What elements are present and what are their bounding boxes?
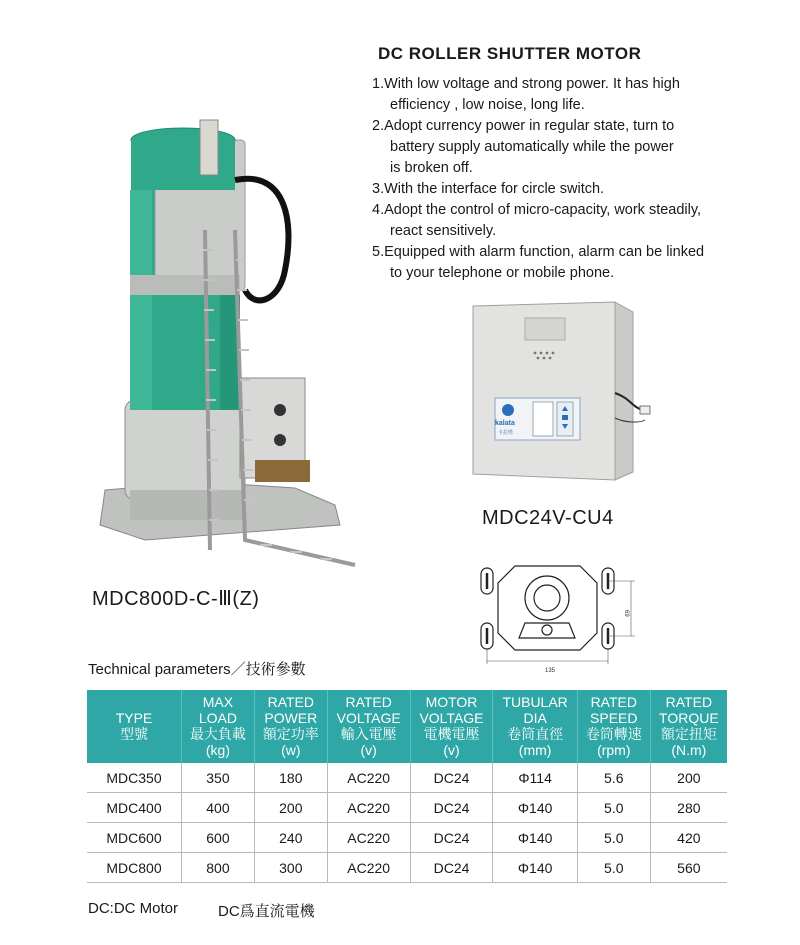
column-header-line: RATED [267, 694, 315, 710]
table-cell: Φ140 [493, 853, 577, 883]
column-header [87, 690, 182, 763]
table-caption: Technical parameters／技術參數 [88, 661, 306, 678]
column-header-line: TORQUE [659, 710, 719, 726]
table-cell: AC220 [327, 763, 410, 793]
table-cell: 5.0 [577, 793, 650, 823]
column-header [254, 690, 327, 763]
table-row [87, 763, 727, 793]
feature-item [372, 74, 782, 116]
footnote-cn: DC爲直流電機 [218, 903, 315, 920]
table-cell: 300 [254, 853, 327, 883]
column-header [182, 690, 255, 763]
column-header-line: (N.m) [671, 742, 707, 758]
feature-line: 2.Adopt currency power in regular state, turn to [372, 118, 675, 134]
column-header-line: RATED [665, 694, 713, 710]
feature-list [372, 74, 782, 284]
table-cell: DC24 [410, 853, 493, 883]
feature-item [372, 242, 782, 284]
table-cell: 350 [182, 763, 255, 793]
table-cell: 200 [254, 793, 327, 823]
column-header [493, 690, 577, 763]
column-header-line: POWER [264, 710, 318, 726]
table-cell: MDC350 [87, 763, 182, 793]
controller-photo [465, 298, 655, 493]
column-header-line: RATED [590, 694, 637, 710]
table-cell: AC220 [327, 823, 410, 853]
feature-item [372, 200, 782, 242]
column-header-line: TUBULAR [502, 694, 568, 710]
table-cell: Φ140 [493, 793, 577, 823]
table-row [87, 823, 727, 853]
table-cell: Φ140 [493, 823, 577, 853]
motor-photo [85, 110, 375, 580]
column-header-line: MAX [202, 694, 234, 710]
column-header-line: MOTOR [425, 694, 478, 710]
table-cell: 5.0 [577, 823, 650, 853]
column-header-line: (v) [443, 742, 460, 758]
table-cell: DC24 [410, 823, 493, 853]
feature-line-continued: is broken off. [390, 160, 473, 176]
table-row [87, 853, 727, 883]
feature-line: 3.With the interface for circle switch. [372, 181, 605, 197]
table-cell: 400 [182, 793, 255, 823]
dim-width-label: 135 [545, 668, 556, 674]
column-header-line: 型號 [120, 726, 148, 742]
feature-line-continued: to your telephone or mobile phone. [390, 265, 615, 281]
column-header-line: VOLTAGE [336, 710, 401, 726]
column-header-line: RATED [345, 694, 392, 710]
column-header-line: 輸入電壓 [340, 726, 397, 742]
column-header-line: 額定扭矩 [660, 726, 717, 742]
column-header [410, 690, 493, 763]
feature-line-continued: react sensitively. [390, 223, 497, 239]
table-cell: 180 [254, 763, 327, 793]
feature-item [372, 116, 782, 179]
table-cell: 600 [182, 823, 255, 853]
column-header-line: DIA [523, 710, 547, 726]
table-cell: MDC600 [87, 823, 182, 853]
dim-height-label: 69 [623, 610, 629, 617]
motor-model-label: MDC800D-C-Ⅲ(Z) [92, 588, 260, 610]
table-cell: MDC400 [87, 793, 182, 823]
dimension-drawing [475, 548, 645, 678]
controller-brand: kalata [495, 420, 515, 427]
page-title: DC ROLLER SHUTTER MOTOR [378, 44, 642, 63]
table-cell: Φ114 [493, 763, 577, 793]
footnote-en: DC:DC Motor [88, 900, 179, 917]
table-cell: MDC800 [87, 853, 182, 883]
table-cell: 420 [650, 823, 727, 853]
column-header [577, 690, 650, 763]
table-cell: 5.0 [577, 853, 650, 883]
column-header-line: SPEED [590, 710, 638, 726]
column-header-line: (v) [360, 742, 377, 758]
table-cell: AC220 [327, 793, 410, 823]
table-cell: DC24 [410, 763, 493, 793]
controller-model-label: MDC24V-CU4 [482, 507, 614, 529]
column-header-line: 卷筒轉速 [585, 726, 642, 742]
column-header-line: 最大負載 [189, 726, 246, 742]
table-cell: 240 [254, 823, 327, 853]
controller-brand-cn: 卡拉塔 [498, 430, 514, 436]
table-cell: AC220 [327, 853, 410, 883]
feature-item [372, 179, 782, 200]
table-cell: 280 [650, 793, 727, 823]
column-header-line: 電機電壓 [423, 726, 480, 742]
column-header-line: 額定功率 [262, 726, 319, 742]
table-cell: 200 [650, 763, 727, 793]
column-header-line: VOLTAGE [419, 710, 484, 726]
feature-line: 5.Equipped with alarm function, alarm can be linked [372, 244, 705, 260]
column-header-line: (mm) [518, 742, 552, 758]
feature-line-continued: battery supply automatically while the power [390, 139, 674, 155]
table-header-row [87, 690, 727, 763]
table-row [87, 793, 727, 823]
feature-line: 1.With low voltage and strong power. It has high [372, 76, 680, 92]
feature-line: 4.Adopt the control of micro-capacity, work steadily, [372, 202, 702, 218]
column-header [327, 690, 410, 763]
table-cell: DC24 [410, 793, 493, 823]
parameter-table [87, 690, 727, 883]
column-header-line: (kg) [205, 742, 230, 758]
column-header-line: 卷筒直徑 [507, 726, 564, 742]
table-cell: 560 [650, 853, 727, 883]
column-header-line: TYPE [115, 710, 153, 726]
feature-line-continued: efficiency , low noise, long life. [390, 97, 585, 113]
column-header [650, 690, 727, 763]
table-cell: 5.6 [577, 763, 650, 793]
table-body [87, 763, 727, 883]
column-header-line: (w) [281, 742, 301, 758]
column-header-line: (rpm) [597, 742, 631, 758]
table-cell: 800 [182, 853, 255, 883]
column-header-line: LOAD [198, 710, 237, 726]
